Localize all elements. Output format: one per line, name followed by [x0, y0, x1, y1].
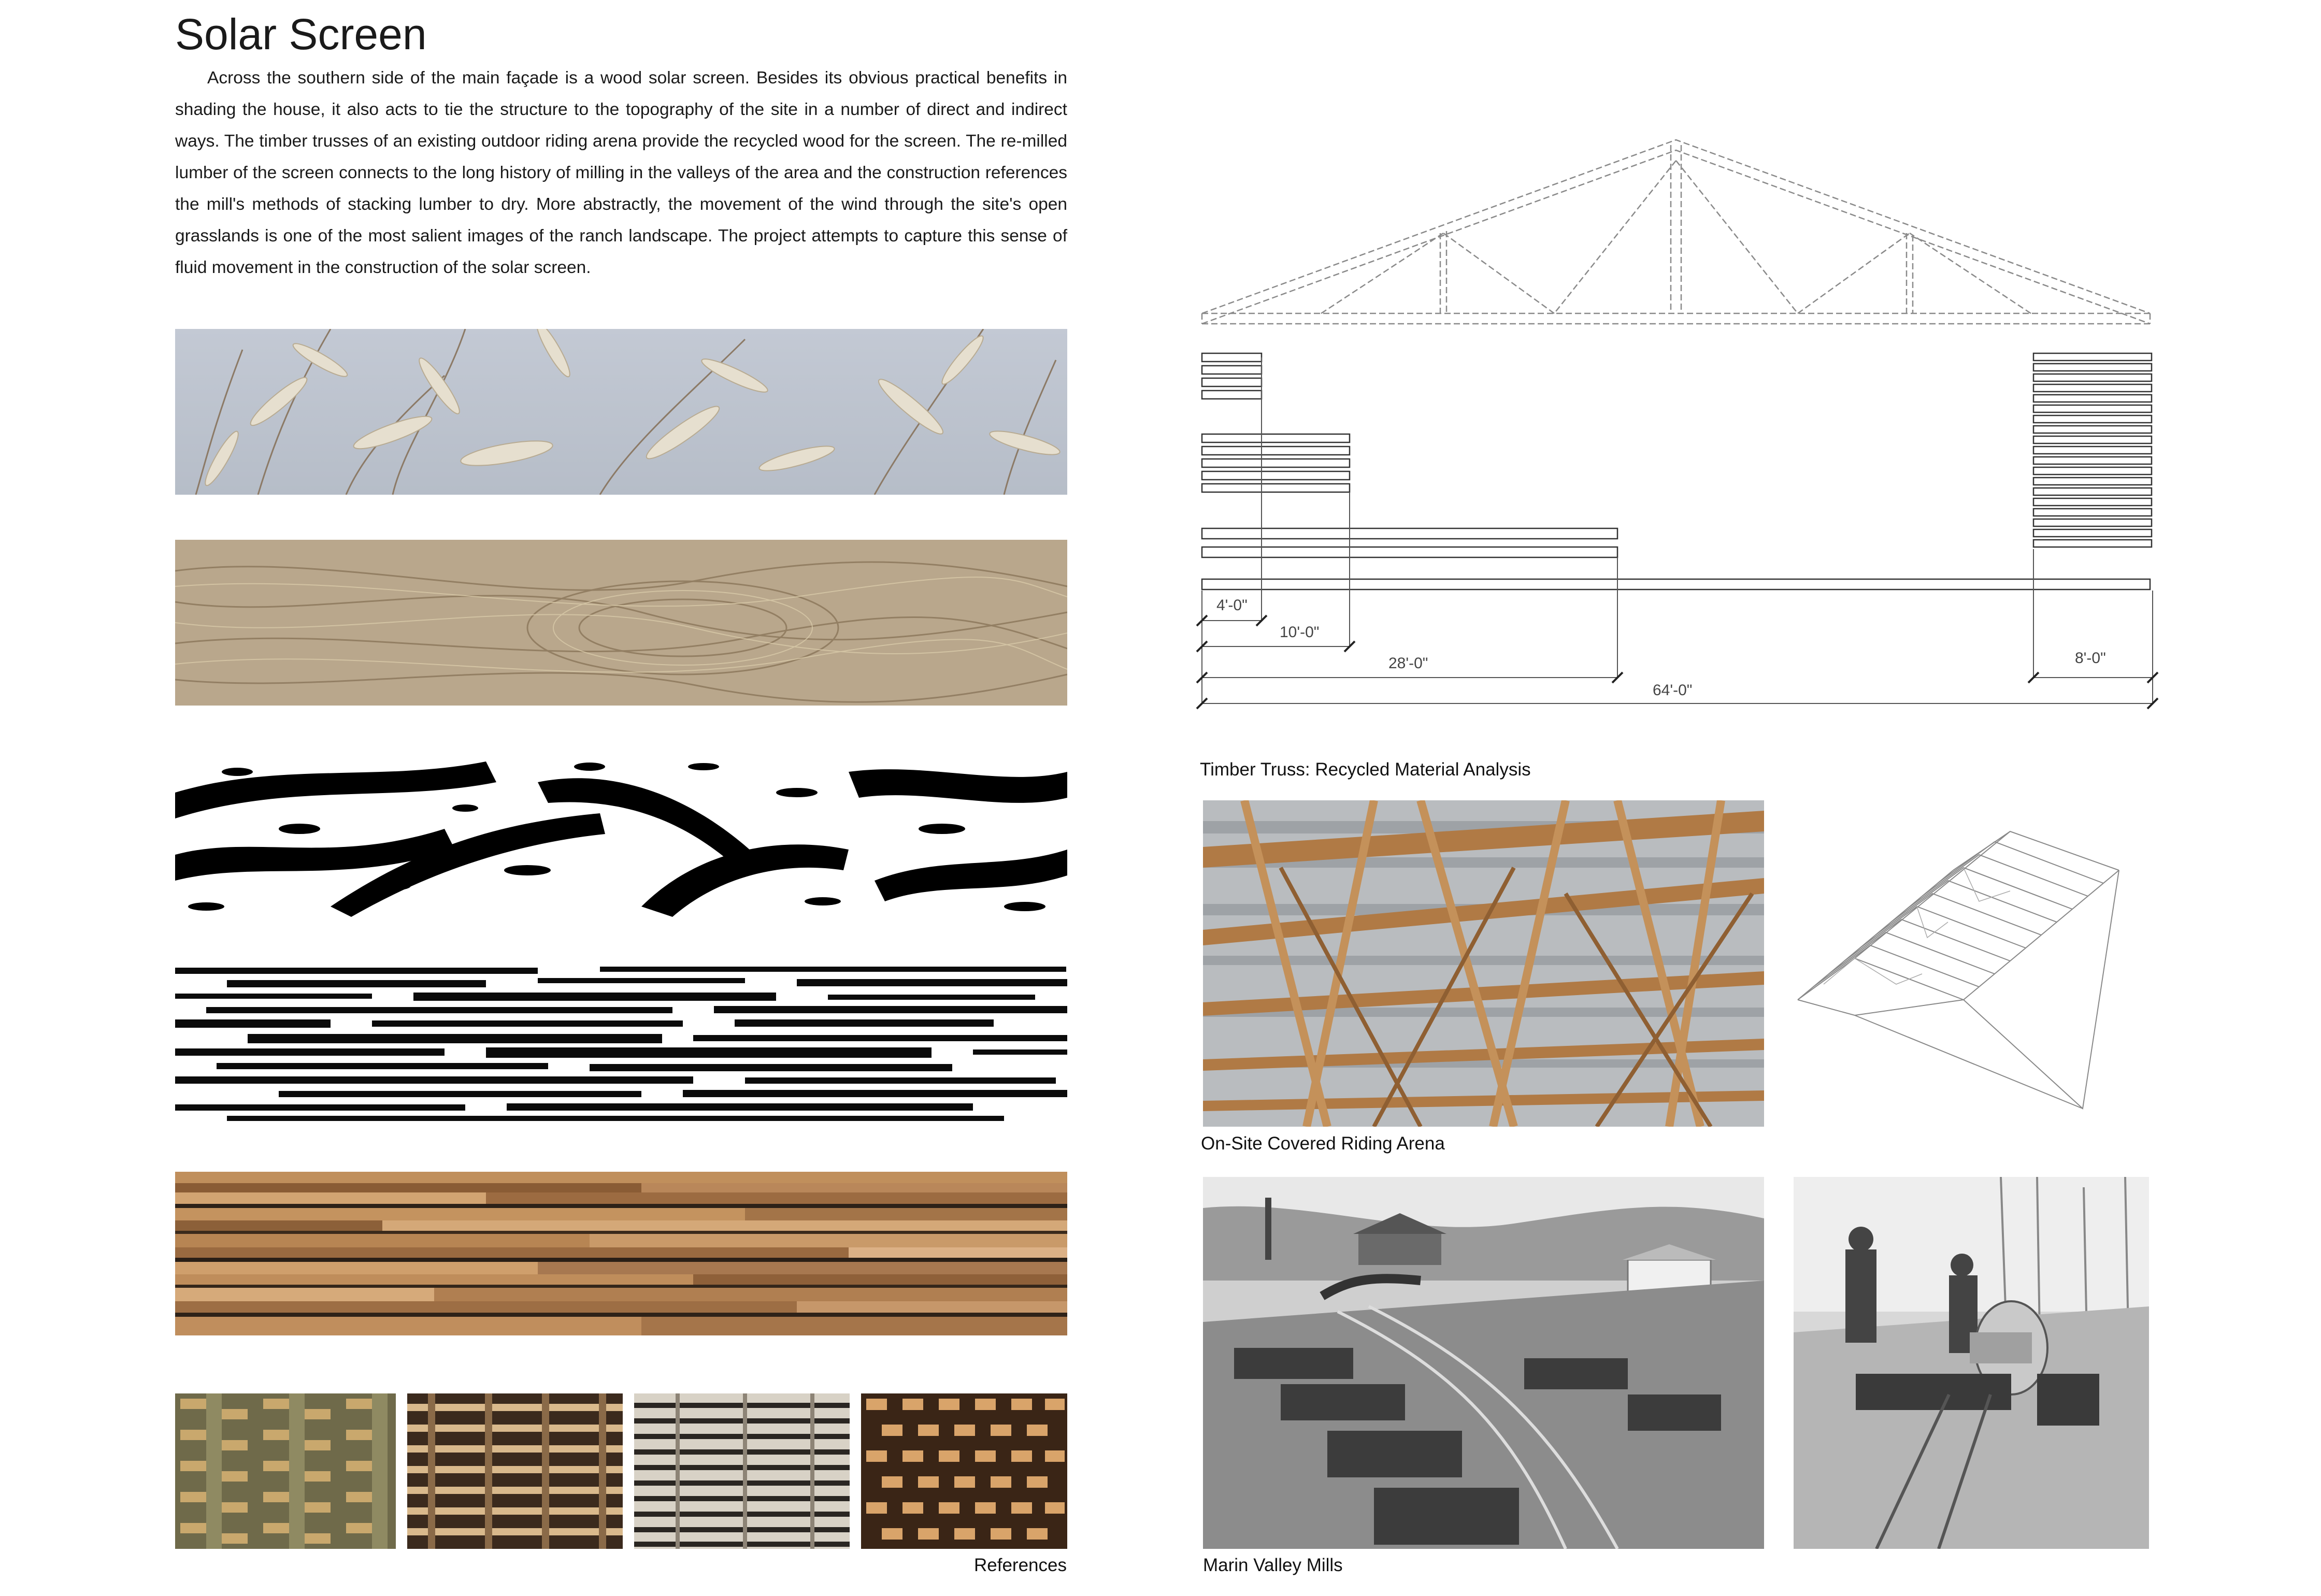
valley-mills-caption: Marin Valley Mills [1203, 1555, 1343, 1575]
reference-image-4 [861, 1393, 1067, 1549]
dim-28ft: 28'-0" [1388, 655, 1428, 672]
page-title: Solar Screen [175, 10, 427, 59]
dim-10ft: 10'-0" [1280, 624, 1320, 641]
truss-analysis-drawing [1192, 130, 2166, 715]
truss-analysis-caption: Timber Truss: Recycled Material Analysis [1200, 759, 1531, 780]
dim-8ft: 8'-0" [2075, 650, 2106, 667]
reference-image-1 [175, 1393, 396, 1549]
riding-arena-photo [1203, 800, 1764, 1127]
dim-64ft: 64'-0" [1653, 682, 1693, 699]
dry-grass-photo [175, 540, 1067, 706]
valley-mills-photo [1203, 1177, 1764, 1549]
dim-4ft: 4'-0" [1216, 597, 1248, 614]
reference-image-2 [407, 1393, 623, 1549]
reference-image-3 [634, 1393, 850, 1549]
bw-grass-abstraction [175, 751, 1067, 917]
truss-axonometric-drawing [1793, 829, 2155, 1119]
intro-paragraph: Across the southern side of the main façade is a wood solar screen. Besides its obvious practical benefits in shading the house, it also acts to tie the structure to the topography of the site in a number of direct and indirect ways. The timber trusses of an existing outdoor riding arena provide the recycled wood for the screen. The re-milled lumber of the screen connects to the long history of milling in the valleys of the area and the construction references the mill's methods of stacking lumber to dry. More abstractly, the movement of the wind through the site's open grasslands is one of the most salient images of the ranch landscape. The project attempts to capture this sense of fluid movement in the construction of the solar screen. [175, 68, 1067, 277]
bw-stacked-bars [175, 962, 1067, 1123]
sawmill-workers-photo [1794, 1177, 2149, 1549]
references-caption: References [974, 1555, 1067, 1575]
riding-arena-caption: On-Site Covered Riding Arena [1201, 1133, 1445, 1154]
grass-stems-photo [175, 329, 1067, 495]
stacked-lumber-photo [175, 1172, 1067, 1335]
